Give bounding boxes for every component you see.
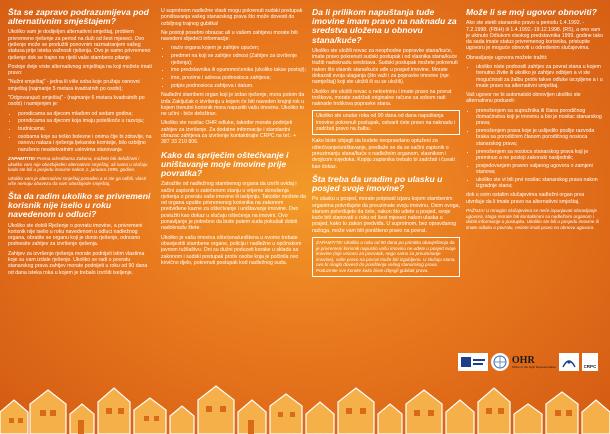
list-item: • naziv organa kojem je zahtjev upućen; bbox=[171, 45, 306, 51]
paragraph: Obnavljanje ugovora možete tražiti: bbox=[466, 54, 548, 61]
list-item: • osobama koje su teško bolesne i onima čije bi zdravlje, na osnovu nalaza i rješenja ljekarske komisije, bilo ozbiljno narušeno neadekvatnim uslovima stanovanja bbox=[18, 134, 154, 153]
highlight-box: Ukoliko ste unutar roka od 90 dana od dana napuštanja imovine pokrenuli postupak, ostvarit ćete pravo na naknadu i zadržati pravo na žalbu. bbox=[312, 110, 460, 135]
note-title: ZAPAMTITE! bbox=[8, 155, 36, 161]
paragraph: U suprotnom nadležne vlasti mogu pokrenuti sudski postupak poništavanja vašeg stanarskog prava što može dovesti do ozbiljnog trajnog gubitka! bbox=[161, 8, 303, 27]
paragraph: Ukoliko ste uložili novac u nekretninu i imate pravo na povrat troškova, morate zadržati originalne račune sa sobom radi naknade troškova popravke stana. bbox=[312, 88, 452, 108]
ohr-logo-subtitle: Office of the High Representative bbox=[511, 364, 557, 369]
heading-after-possession: Šta treba da uradim po ulasku u posjed svoje imovine? bbox=[312, 173, 443, 194]
list-item: • ukoliko ste vi bili prvi nosilac stanarskog prava nakon izgradnje stana; bbox=[476, 177, 604, 190]
remember-box: ZAPAMTITE! Ukoliko u roku od 90 dana po primitku obavještenja da je privremeni korisnik napustio vašu imovinu ne uđete u posjed svoje imovine (nije vezano za povratak, nego samo za preuzimanje imovine), vaše pravo na povrat može biti izgubljeno. U slučaju stana, ovo bi moglo dovesti do poništenja vašeg stanarskog prava. Poduzmite sve korake kako biste izbjegli gubitak prava. bbox=[312, 237, 460, 277]
conditions-list bbox=[466, 108, 604, 190]
un-emblem-icon bbox=[491, 353, 509, 371]
paragraph: Ukoliko vam je dodijeljen alternativni smještaj, problem privremene rješenje za period na duži od šest mjeseci. Ovo rješenje može se produžiti ponovnim razmatranjem vašeg statusa prije isteka važnosti rješenja. Ovo je samo privremeno rješenje dok se trajno ne riješi vaše stambeno pitanje. bbox=[8, 29, 151, 61]
request-contents-list bbox=[161, 45, 306, 89]
list-item: • predmet na koji se zahtjev odnosi (Zahtjev za izvršenje rješenja); bbox=[171, 53, 306, 66]
paragraph: "Odgovarajući smještaj" - (najmanje 6 metara kvadratnih po osobi) i namijenjen je: bbox=[8, 95, 145, 108]
paragraph: Ukoliko je vaša imovina oštećena/uništena u ovome trebate obavijestiti stambene organe, policiju i nadležne u općinskom javnom tužilaštvu. Oni su dužni poduzeti korake u skladu sa zakonom i sudski postupak protiv osobe koja je počinila ovo krivično djelo, pokrenuti postupak kod nadležnog suda. bbox=[161, 234, 302, 266]
unhcr-logo-icon bbox=[559, 353, 579, 371]
list-item: • prenošenjem prava koje je uslijedilo poslije razvoda braka sa porodičnim članom porodičnog nosioca stanarskog prava; bbox=[476, 128, 604, 147]
renewal-list bbox=[466, 64, 604, 89]
paragraph: Kako biste izbjegli da budete neopravdano optuženi za oštećivanje/uništavanje, predlaže se da se sačini zapisnik o preuzimanju stana/kuće s nadležnim organom, vlasnikom i dvojicom svjedoka. Kopiju zapisnika trebalo bi zadržati i čuvati kao dokaz. bbox=[312, 138, 455, 170]
paragraph: Postoje dvije vrste alternativnog smještaja na koji možete imati pravo: bbox=[8, 63, 152, 77]
list-item: • prenošenjem sa nosioca stanarskog prava koji je preminuo a ne postoji zakonski nasljednik; bbox=[476, 149, 604, 162]
list-item: • posjedovanjem pravno valjanog ugovora o zamjeni stanova; bbox=[476, 163, 604, 176]
list-item: • ime predstavnika ili opunomoćenika (ukoliko takav postoji); bbox=[171, 67, 306, 73]
column-2 bbox=[161, 8, 306, 378]
note-2: Ukoliko vam je alternativni smještaj ponuđen a vi ste ga odbili, vlasti više nemaju obavezu da vam obezbijede smještaj. bbox=[8, 175, 146, 187]
paragraph: Ne postoji posebni obrazac ali u vašem zahtjevu morate biti navedeni slijedeći informacije: bbox=[161, 29, 298, 43]
paragraph: "Nužni smještaj" - jedna ili više soba koje pružaju osnovni smještaj (najmanje 5 metara kvadratnih po osobi); bbox=[8, 79, 140, 92]
paragraph: Vaš ugovor ne bi automatski obnovljen ukoliko ste alternativnu poduzeli: bbox=[466, 92, 581, 105]
heading-prevent-damage: Kako da spriječim oštećivanje i uništavanje moje imovine prije povratka? bbox=[161, 149, 289, 179]
column-3 bbox=[312, 8, 460, 383]
house-skyline-illustration bbox=[0, 374, 610, 434]
heading-alternative-accommodation: Šta se zapravo podrazumijeva pod alternativnim smještajem? bbox=[8, 8, 149, 27]
heading-temporary-occupant: Šta da radim ukoliko se privremeni korisnik nije iselio u roku navedenom u odluci? bbox=[8, 190, 151, 220]
paragraph: Ukoliko ste dobili Rješenje o povratu imovine, a privremeni korisnik nije iselio u roku navedenom u odluci nadležnog organa, obratite se organu koji je donio rješenje, odnosno podnesite zahtjev za izvršenje rješenja. bbox=[8, 222, 143, 248]
paragraph: Zatražite od nadležnog stambenog organa da izvrši uvidaj i sačini zapisnik o zatečenom stanju u vrijeme donošenja rješenja o povratu vaše imovine ili iseljenju. Također možete da od organa uputite privremenog korisnika na zakonom predviđene kazne za oštećivanje i uništavanje imovine. Ovo poslužiti kao dokaz u slučaju oštećenja na imovini. Ovo ponavljanje je potrebno da biste putem suda pokušali dobiti nadoknadu štete. bbox=[161, 181, 306, 232]
crpc-logo-text: CRPC bbox=[583, 364, 597, 369]
paragraph: Ako ste stekli stanarsko pravo u periodu 1.4.1992. - 7.2.1998. (FBiH) ili 1.4.1992.-19.12.1998. (RS), a ono vam je ukinuto Odlukom visokog predstavnika 1999. godine tako da sada imate status privremenog korisnika, pristupite ugovoru je moguće obnoviti u određenim slučajevima. bbox=[466, 20, 603, 52]
heading-contract-renewal: Može li se moj ugovor obnoviti? bbox=[466, 8, 597, 17]
paragraph: dok u svim ostalim slučajevima nadležni organ prva utvrđuje da li imate pravo na alternativni smještaj. bbox=[466, 192, 585, 205]
list-item: • potpis podnosioca zahtjeva i datum. bbox=[171, 83, 306, 89]
attention-note: PAŽNJA! U mnogim slučajevima se neće ispunjavati obnavljanje ugovora, stoga morate biti kontaktirani sa nadležnim organom i dobiti informacije o postupku. Ukoliko ste bili u posjedu imovine ili imate odluku o povratu, nećete imati pravo na obnovu ugovora. bbox=[466, 207, 599, 230]
list-item: • trudnicama; bbox=[18, 126, 154, 132]
list-item: • ukoliko niste podnosili zahtjev za povrat stana u kojem trenutno živite ili ukoliko je zahtjev odbijen a vi ste mogućnosti za žalbu protiv takve odluke iscrpljene a i u imate pravo na alternativni smještaj. bbox=[476, 64, 604, 89]
list-item: • porodicama sa djecom koja imaju poteškoće u razvoju; bbox=[18, 118, 154, 124]
paragraph: Ukoliko ste nosilac OHR odluke, također morate podnijeti zahtjev za izvršenje. Za dodatne informacije i standardni obrazac zahtjeva za izvršenje kontaktirajte CRPC na tel.: + 387 33 210 806. bbox=[161, 120, 297, 146]
eligibility-list bbox=[8, 111, 154, 153]
list-item: • prenošenjem sa supružnika ili člana porodičnog domaćinstva koji je imovinu a bio je nosilac stanarskog prava; bbox=[476, 108, 604, 127]
column-4 bbox=[466, 8, 604, 348]
paragraph: Nadležni stambeni organ koji je izdao rješenje, mora potom da izda Zaključak o izvršenju u kojem će biti naveden krajnji rok u kojem trenutni korisnik mora napustiti vašu imovinu. Ukoliko to ne učini - biće deložiran. bbox=[161, 92, 305, 118]
paragraph: Zahtjev za izvršenje rješenja morate podnijeti istim vlastima koje su vam izdale rješenje. Ukoliko se radi o povratu stanarskog prava zahtjev morate podnijeti u roku od 90 dana od dana isteka roka u kojem je trebalo izvršiti iseljenje. bbox=[8, 250, 148, 276]
paragraph: Ukoliko ste uložili novac za neophodne popravke stana/kuće, imate pravo pokrenuti sudski postupak i od vlasnika stana/kuće tražiti nadoknadu sredstava. Sudski postupak možete pokrenuti nakon što vlasnik stana/kuće uđe u posjed imovine. Morate dokazati svoja ulaganja (što važi i za popravke imovine (npr. namještaj) koji ste uložili ili su se uložili). bbox=[312, 47, 458, 86]
heading-compensation: Da li prilikom napuštanja tuđe imovine imam pravo na naknadu za sredstva uložena u obnovu stana/kuće? bbox=[312, 8, 457, 45]
logos-bar bbox=[458, 350, 598, 374]
note-text: Prema odredbama Zakona, možete biti deložirani i ukoliko vam nije obezbijeđen alternativni smještaj, ali samo u slučaju kada ste bili u posjedu imovine nakon 1. januara 1995. godine. bbox=[8, 155, 148, 173]
crpc-logo bbox=[582, 353, 598, 371]
ohr-logo bbox=[512, 355, 556, 370]
ohr-logo-text: OHR bbox=[511, 354, 535, 366]
paragraph: Po ulasku u posjed, morate potpisati izjavu kojom stambenim organima potvrđujete da preuzimate svoju imovinu. Osim ovoga, stanom potvrđujete da ćete, nakon što uđete u posjed, svoje kuće biti stanovati u roku od šest mjeseci nakon ulaska u posjed, kako to zakon predviđa. U suprotnom, bez opravdanog razloga, može vam biti poništeno pravo na povrat. bbox=[312, 196, 460, 234]
list-item: • ime, prezime i adresa podnosioca zahtjeva; bbox=[171, 75, 306, 81]
osce-logo-icon bbox=[458, 353, 488, 371]
note bbox=[8, 156, 154, 173]
list-item: • porodicama sa djecom mlađom od sedam godina; bbox=[18, 111, 154, 117]
column-1 bbox=[8, 8, 154, 388]
